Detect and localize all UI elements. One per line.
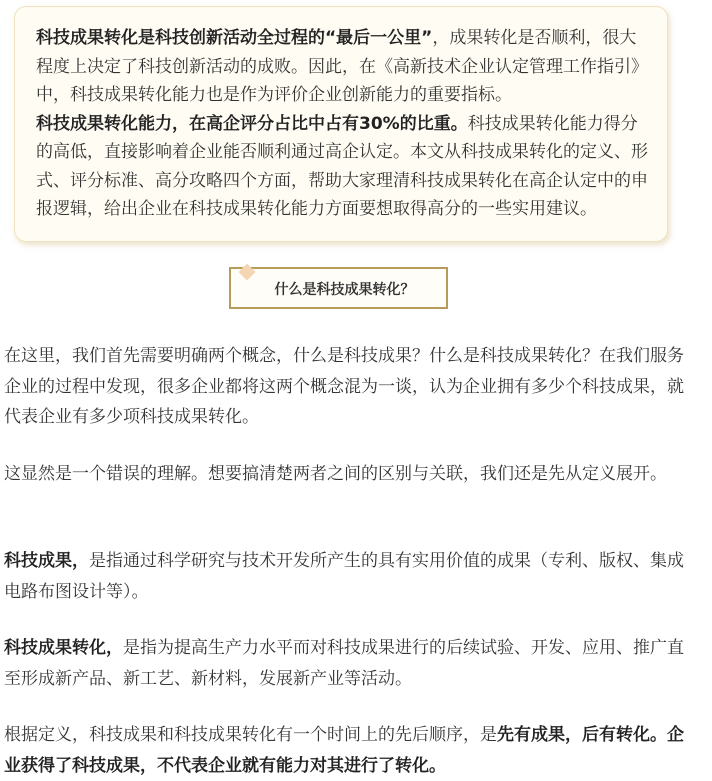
- definition-text-achievement: 是指通过科学研究与技术开发所产生的具有实用价值的成果（专利、版权、集成电路布图设计等）。: [4, 551, 684, 602]
- intro-paragraph-2: [36, 110, 651, 224]
- intro-p2-bold: 科技成果转化能力，在高企评分占比中占有30%的比重。: [36, 113, 468, 134]
- intro-p1-text: ，成果转化是否顺利，很大程度上决定了科技创新活动的成败。因此，在《高新技术企业认定管理工作指引》中，科技成果转化能力也是作为评价企业创新能力的重要指标。: [36, 28, 648, 105]
- section-title-text: 什么是科技成果转化？: [274, 282, 415, 298]
- definition-text-transformation: 是指为提高生产力水平而对科技成果进行的后续试验、开发、应用、推广直至形成新产品、新工艺、新材料，发展新产业等活动。: [4, 638, 684, 689]
- body-paragraph-3: [4, 546, 684, 607]
- intro-paragraph-1: [36, 24, 651, 110]
- body-paragraph-2: 这显然是一个错误的理解。想要搞清楚两者之间的区别与关联，我们还是先从定义展开。: [4, 464, 667, 484]
- para5-text: 根据定义，科技成果和科技成果转化有一个时间上的先后顺序，是: [4, 725, 497, 745]
- intro-p2-text: 科技成果转化能力得分的高低，直接影响着企业能否顺利通过高企认定。本文从科技成果转化的定义、形式、评分标准、高分攻略四个方面，帮助大家理清科技成果转化在高企认定中的申报逻辑，给出企业在科技成果转化能力方面要想取得高分的一些实用建议。: [36, 113, 648, 219]
- section-title: [229, 267, 448, 309]
- definition-term-achievement: 科技成果，: [4, 551, 89, 571]
- intro-p1-bold: 科技成果转化是科技创新活动全过程的“最后一公里”: [36, 28, 433, 48]
- body-paragraph-5: [4, 720, 684, 781]
- para5-bold: 先有成果，后有转化。企业获得了科技成果，不代表企业就有能力对其进行了转化。: [4, 725, 684, 776]
- body-paragraph-1: 在这里，我们首先需要明确两个概念，什么是科技成果？什么是科技成果转化？在我们服务企业的过程中发现，很多企业都将这两个概念混为一谈，认为企业拥有多少个科技成果，就代表企业有多少项科技成果转化。: [4, 346, 684, 427]
- definition-term-transformation: 科技成果转化，: [4, 638, 123, 658]
- body-paragraph-4: [4, 633, 684, 694]
- intro-card: [14, 6, 668, 242]
